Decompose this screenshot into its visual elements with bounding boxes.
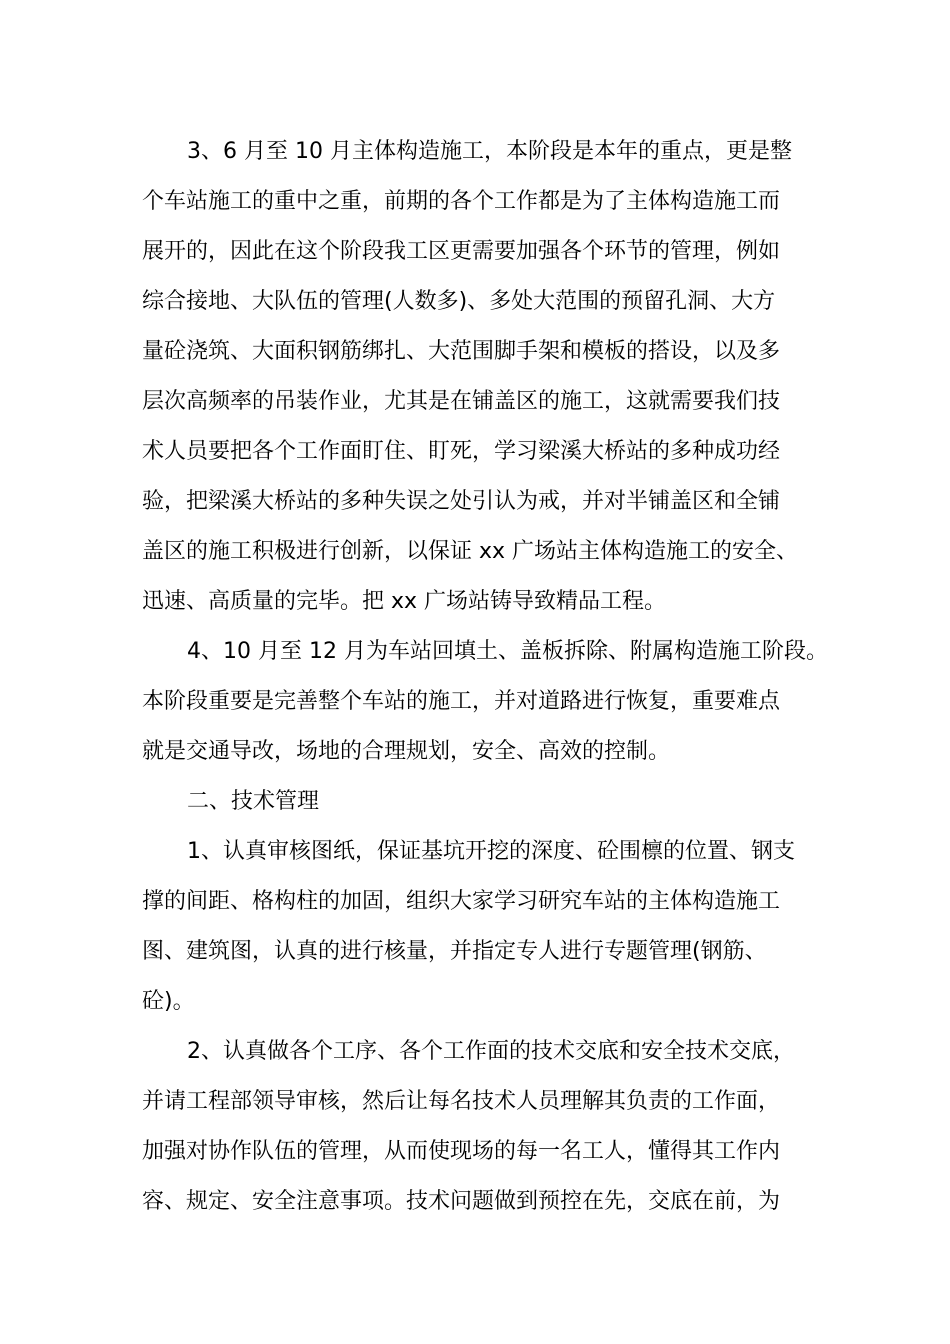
paragraph-technical-briefing <box>142 1027 812 1227</box>
text-line: 并请工程部领导审核，然后让每名技术人员理解其负责的工作面， <box>142 1089 781 1114</box>
text-line: 层次高频率的吊装作业，尤其是在铺盖区的施工，这就需要我们技 <box>142 389 781 414</box>
text-line: 综合接地、大队伍的管理(人数多)、多处大范围的预留孔洞、大方 <box>142 289 776 314</box>
text-line: 验，把梁溪大桥站的多种失误之处引认为戒，并对半铺盖区和全铺 <box>142 489 781 514</box>
text-line: 量砼浇筑、大面积钢筋绑扎、大范围脚手架和模板的搭设，以及多 <box>142 339 781 364</box>
text-line: 术人员要把各个工作面盯住、盯死，学习梁溪大桥站的多种成功经 <box>142 439 781 464</box>
paragraph-drawing-review <box>142 827 812 1027</box>
section-heading: 二、技术管理 <box>187 789 320 814</box>
text-line: 2、认真做各个工序、各个工作面的技术交底和安全技术交底， <box>187 1039 795 1064</box>
text-line: 本阶段重要是完善整个车站的施工，并对道路进行恢复，重要难点 <box>142 689 781 714</box>
text-line: 1、认真审核图纸，保证基坑开挖的深度、砼围檩的位置、钢支 <box>187 839 795 864</box>
document-body <box>142 127 828 1227</box>
text-line: 盖区的施工积极进行创新，以保证 xx 广场站主体构造施工的安全、 <box>142 539 799 564</box>
text-line: 撑的间距、格构柱的加固，组织大家学习研究车站的主体构造施工 <box>142 889 781 914</box>
text-line: 加强对协作队伍的管理，从而使现场的每一名工人，懂得其工作内 <box>142 1139 781 1164</box>
text-line: 迅速、高质量的完毕。把 xx 广场站铸导致精品工程。 <box>142 589 667 614</box>
text-line: 个车站施工的重中之重，前期的各个工作都是为了主体构造施工而 <box>142 189 781 214</box>
text-line: 砼)。 <box>142 989 195 1014</box>
text-line: 容、规定、安全注意事项。技术问题做到预控在先，交底在前，为 <box>142 1189 781 1214</box>
paragraph-main-construction-stage <box>142 127 812 627</box>
section-heading-technical-management <box>142 777 812 827</box>
text-line: 图、建筑图，认真的进行核量，并指定专人进行专题管理(钢筋、 <box>142 939 767 964</box>
text-line: 3、6 月至 10 月主体构造施工，本阶段是本年的重点，更是整 <box>187 139 792 164</box>
paragraph-backfill-stage <box>142 627 828 777</box>
text-line: 就是交通导改，场地的合理规划，安全、高效的控制。 <box>142 739 671 764</box>
text-line: 展开的，因此在这个阶段我工区更需要加强各个环节的管理，例如 <box>142 239 781 264</box>
text-line: 4、10 月至 12 月为车站回填土、盖板拆除、附属构造施工阶段。 <box>187 639 828 664</box>
